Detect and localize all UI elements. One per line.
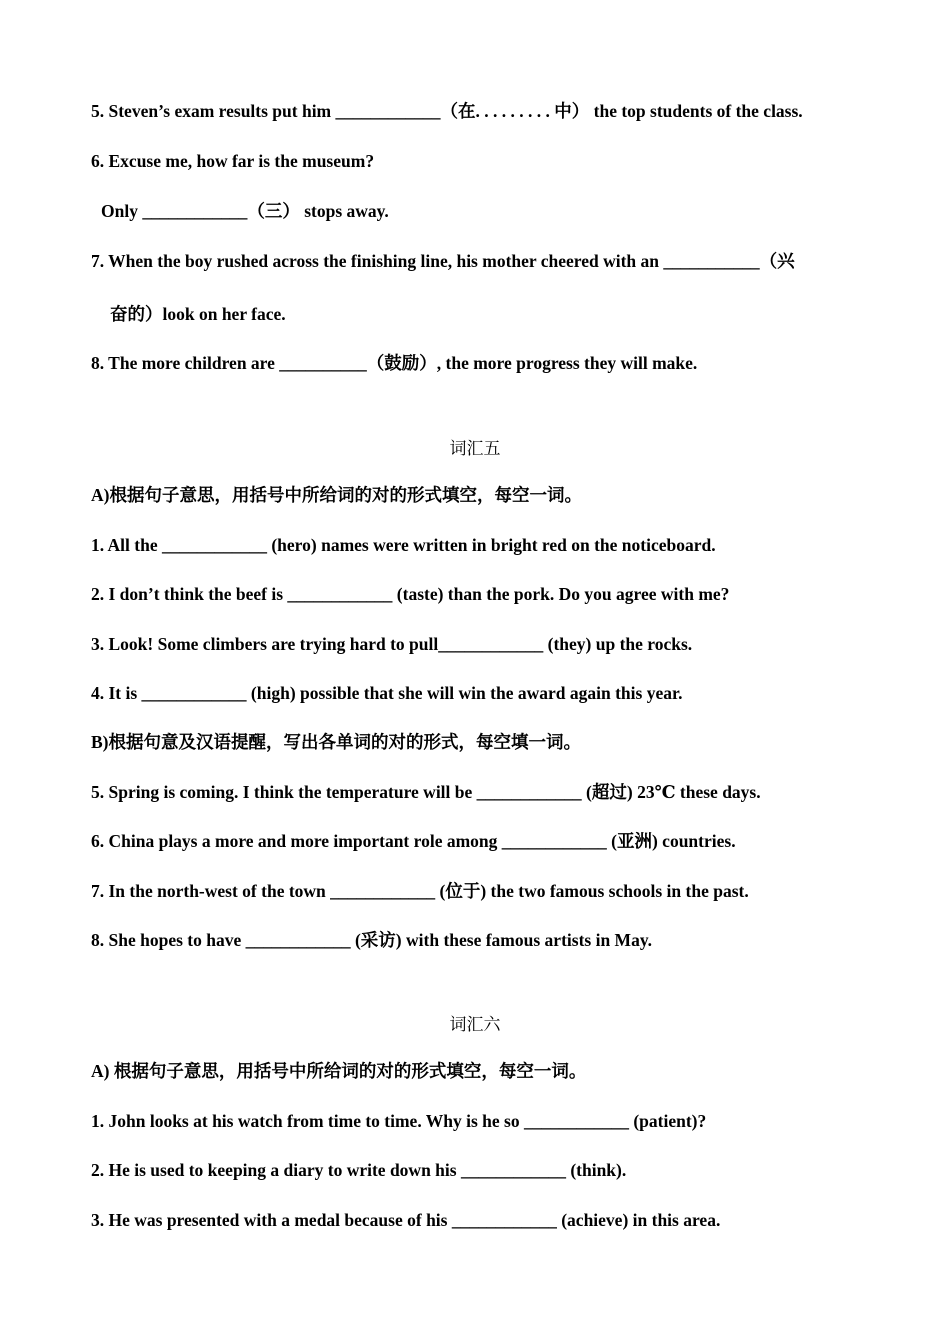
section-5-title: 词汇五 (449, 439, 501, 458)
section-5-question-2: 2. I don’t think the beef is ____________ (taste) than the pork. Do you agree with me? (91, 584, 730, 604)
section-5-part-a-instruction: A)根据句子意思，用括号中所给词的对的形式填空，每空一词。 (91, 485, 582, 505)
section-6-question-3: 3. He was presented with a medal because of his ____________ (achieve) in this area. (91, 1210, 721, 1230)
section-5-question-7: 7. In the north-west of the town ____________ (位于) the two famous schools in the past. (91, 881, 749, 901)
section-5-question-1: 1. All the ____________ (hero) names were written in bright red on the noticeboard. (91, 535, 716, 555)
question-7-line: 7. When the boy rushed across the finishing line, his mother cheered with an ___________（兴 (91, 251, 795, 271)
question-7-continuation: 奋的）look on her face. (110, 304, 286, 324)
section-6-question-1: 1. John looks at his watch from time to time. Why is he so ____________ (patient)? (91, 1111, 707, 1131)
question-6-answer-line: Only ____________（三） stops away. (101, 201, 389, 221)
section-6-title: 词汇六 (449, 1015, 501, 1034)
section-6-question-2: 2. He is used to keeping a diary to write down his ____________ (think). (91, 1160, 627, 1180)
section-5-question-4: 4. It is ____________ (high) possible that she will win the award again this year. (91, 683, 683, 703)
section-6-part-a-instruction: A) 根据句子意思，用括号中所给词的对的形式填空，每空一词。 (91, 1061, 587, 1081)
section-5-question-8: 8. She hopes to have ____________ (采访) with these famous artists in May. (91, 930, 652, 950)
section-5-question-6: 6. China plays a more and more important role among ____________ (亚洲) countries. (91, 831, 736, 851)
question-6-line: 6. Excuse me, how far is the museum? (91, 151, 375, 171)
question-5-line: 5. Steven’s exam results put him ____________（在. . . . . . . . . 中） the top students of the class. (91, 101, 803, 121)
section-5-question-3: 3. Look! Some climbers are trying hard to pull____________ (they) up the rocks. (91, 634, 693, 654)
section-5-part-b-instruction: B)根据句意及汉语提醒，写出各单词的对的形式，每空填一词。 (91, 732, 581, 752)
section-5-question-5: 5. Spring is coming. I think the temperature will be ____________ (超过) 23℃ these days. (91, 782, 761, 802)
question-8-line: 8. The more children are __________（鼓励）, the more progress they will make. (91, 353, 698, 373)
